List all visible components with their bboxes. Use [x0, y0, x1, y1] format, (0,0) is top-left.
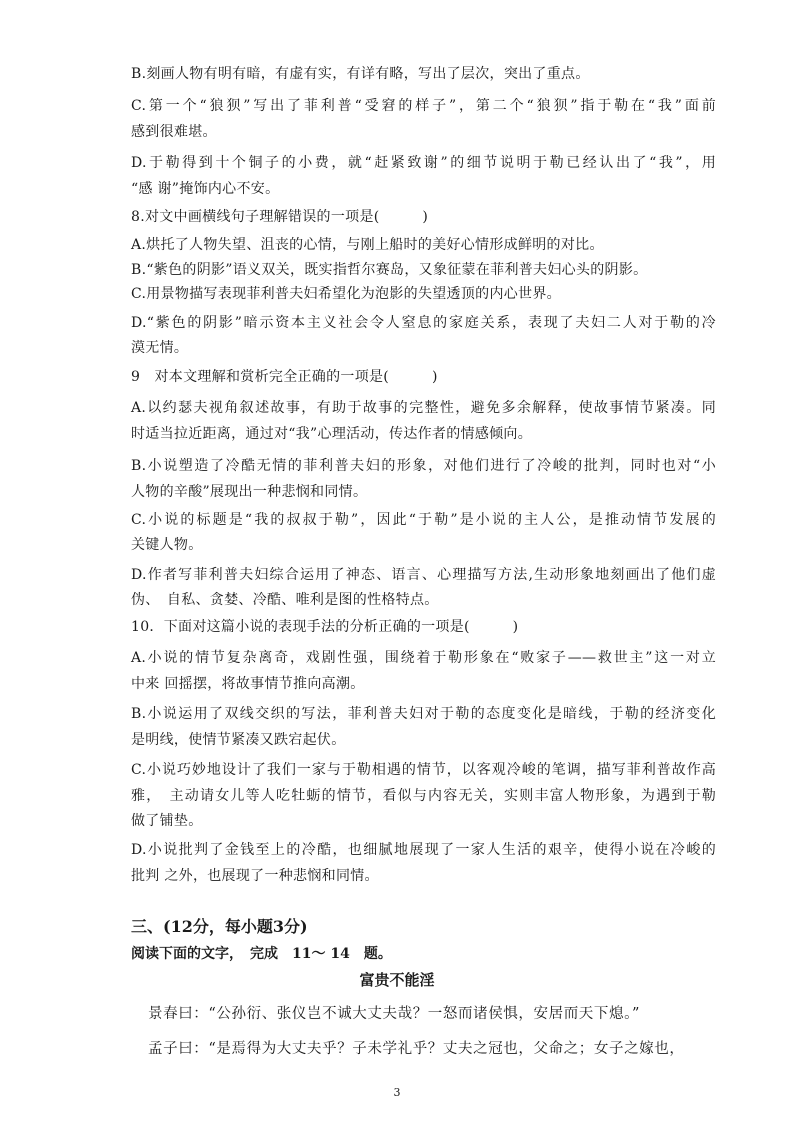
option-7b: B.刻画人物有明有暗，有虚有实，有详有略，写出了层次，突出了重点。: [131, 66, 590, 82]
option-10d-line1: D.小说批判了金钱至上的冷酷，也细腻地展现了一家人生活的艰辛，使得小说在冷峻的: [131, 842, 716, 858]
question-9: 9 对本文理解和赏析完全正确的一项是( ): [131, 369, 438, 385]
section-instruction: 阅读下面的文字， 完成 11～ 14 题。: [131, 946, 392, 962]
option-10a-line1: A.小说的情节复杂离奇，戏剧性强，围绕着于勒形象在“败家子——救世主”这一对立: [131, 650, 716, 666]
option-9c-line1: C.小说的标题是“我的叔叔于勒”，因此“于勒”是小说的主人公，是推动情节发展的: [131, 512, 716, 528]
option-10c-line2: 雅， 主动请女儿等人吃牡蛎的情节，看似与内容无关，实则丰富人物形象，为遇到于勒: [131, 788, 716, 804]
option-8a: A.烘托了人物失望、沮丧的心情，与刚上船时的美好心情形成鲜明的对比。: [131, 237, 604, 253]
option-8b: B.“紫色的阴影”语义双关，既实指哲尔赛岛，又象征蒙在菲利普夫妇心头的阴影。: [131, 262, 648, 278]
option-7d-line2: “感 谢”掩饰内心不安。: [131, 181, 280, 197]
passage-line-1: 景春曰：“公孙衍、张仪岂不诚大丈夫哉？一怒而诸侯惧，安居而天下熄。”: [148, 1006, 640, 1022]
option-9c-line2: 关键人物。: [131, 537, 203, 553]
passage-title: 富贵不能淫: [359, 971, 435, 989]
option-9d-line2: 伪、 自私、贪婪、冷酷、唯利是图的性格特点。: [131, 592, 439, 608]
question-8: 8.对文中画横线句子理解错误的一项是( ): [131, 209, 429, 225]
option-9b-line2: 人物的辛酸”展现出一种悲悯和同情。: [131, 484, 368, 500]
page-number: 3: [393, 1086, 401, 1099]
option-10c-line1: C.小说巧妙地设计了我们一家与于勒相遇的情节，以客观冷峻的笔调，描写菲利普故作高: [131, 762, 716, 778]
option-7c-line2: 感到很难堪。: [131, 124, 217, 140]
option-9d-line1: D.作者写菲利普夫妇综合运用了神态、语言、心理描写方法,生动形象地刻画出了他们虚: [131, 567, 716, 583]
option-10b-line1: B.小说运用了双线交织的写法，菲利普夫妇对于勒的态度变化是暗线，于勒的经济变化: [131, 706, 716, 722]
option-8d-line1: D.“紫色的阴影”暗示资本主义社会令人窒息的家庭关系，表现了夫妇二人对于勒的冷: [131, 315, 716, 331]
section-title: 三、(12分，每小题3分): [131, 917, 308, 936]
option-10b-line2: 是明线，使情节紧凑又跌宕起伏。: [131, 732, 346, 748]
option-10c-line3: 做了铺垫。: [131, 813, 203, 829]
option-7d-line1: D.于勒得到十个铜子的小费，就“赶紧致谢”的细节说明于勒已经认出了“我”，用: [131, 155, 716, 171]
passage-line-2: 孟子曰：“是焉得为大丈夫乎？子未学礼乎？丈夫之冠也，父命之；女子之嫁也，: [148, 1041, 685, 1057]
option-9a-line2: 时适当拉近距离，通过对“我”心理活动，传达作者的情感倾向。: [131, 426, 533, 442]
option-10d-line2: 批判 之外，也展现了一种悲悯和同情。: [131, 868, 379, 884]
option-9a-line1: A.以约瑟夫视角叙述故事，有助于故事的完整性，避免多余解释，使故事情节紧凑。同: [131, 400, 716, 416]
option-8d-line2: 漠无情。: [131, 340, 189, 356]
option-8c: C.用景物描写表现菲利普夫妇希望化为泡影的失望透顶的内心世界。: [131, 286, 561, 302]
option-10a-line2: 中来 回摇摆，将故事情节推向高潮。: [131, 676, 365, 692]
option-9b-line1: B.小说塑造了冷酷无情的菲利普夫妇的形象，对他们进行了冷峻的批判，同时也对“小: [131, 458, 716, 474]
question-10: 10．下面对这篇小说的表现手法的分析正确的一项是( ): [131, 619, 519, 635]
option-7c-line1: C.第一个“狼狈”写出了菲利普“受窘的样子”，第二个“狼狈”指于勒在“我”面前: [131, 98, 716, 114]
